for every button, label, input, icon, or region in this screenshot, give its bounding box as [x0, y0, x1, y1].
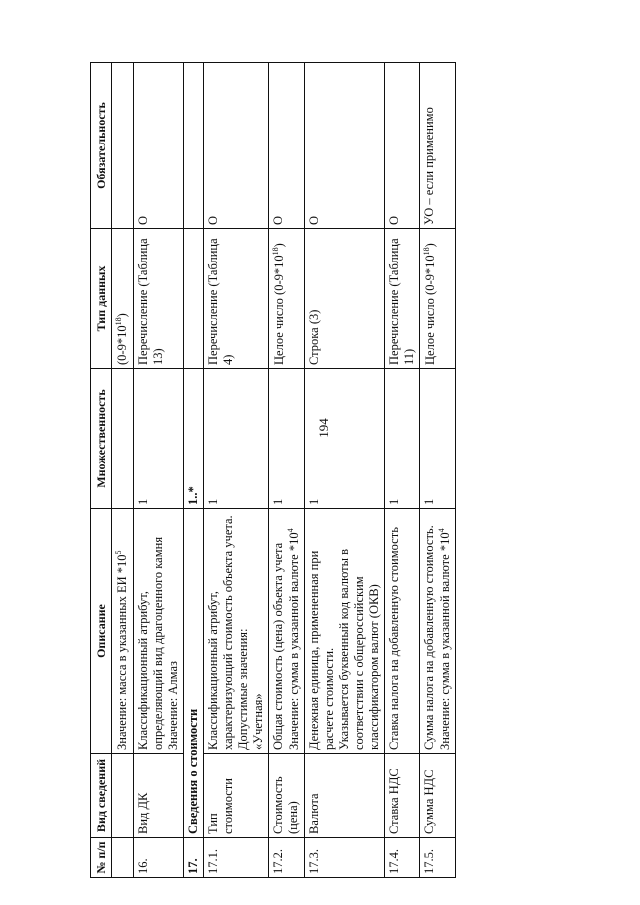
cell-mult: 1	[203, 369, 268, 509]
header-type: Тип данных	[91, 229, 112, 369]
header-req: Обязательность	[91, 63, 112, 229]
cell-req	[112, 63, 133, 229]
cell-desc: Денежная единица, примененная при расчете стоимости. Указывается буквенный код валюты в соответствии с общероссийским классификатором валют (ОКВ)	[304, 509, 384, 754]
cell-mult: 1..*	[183, 369, 203, 509]
cell-kind: Тип стоимости	[203, 754, 268, 838]
cell-mult	[112, 369, 133, 509]
cell-desc: Значение: масса в указанных ЕИ $*10^5$	[112, 509, 133, 754]
cell-type: $(0-9*10^{18})$	[112, 229, 133, 369]
page-number: 194	[316, 418, 331, 438]
header-num: № п/п	[91, 838, 112, 878]
table-row	[133, 63, 183, 878]
cell-mult: 1	[268, 369, 304, 509]
cell-num: 17.5.	[419, 838, 455, 878]
cell-req: О	[304, 63, 384, 229]
cell-num	[112, 838, 133, 878]
table-row	[112, 63, 133, 878]
cell-desc: Сумма налога на добавленную стоимость. Значение: сумма в указанной валюте $*10^4$	[419, 509, 455, 754]
cell-kind: Сумма НДС	[419, 754, 455, 838]
cell-req: УО – если применимо	[419, 63, 455, 229]
cell-type	[183, 229, 203, 369]
cell-req: О	[268, 63, 304, 229]
cell-kind: Вид ДК	[133, 754, 183, 838]
table-row	[419, 63, 455, 878]
cell-mult: 1	[419, 369, 455, 509]
table-row	[304, 63, 384, 878]
header-mult: Множественность	[91, 369, 112, 509]
cell-desc: Классификационный атрибут, определяющий вид драгоценного камня Значение: Алмаз	[133, 509, 183, 754]
cell-desc: Ставка налога на добавленную стоимость	[384, 509, 419, 754]
cell-num: 17.2.	[268, 838, 304, 878]
table-row	[268, 63, 304, 878]
cell-req: О	[133, 63, 183, 229]
cell-type: Целое число $(0-9*10^{18})$	[268, 229, 304, 369]
cell-mult: 1	[133, 369, 183, 509]
cell-mult: 1	[304, 369, 384, 509]
cell-num: 17.	[183, 838, 203, 878]
cell-req: О	[384, 63, 419, 229]
cell-kind: Ставка НДС	[384, 754, 419, 838]
cell-type: Перечисление (Таблица 4)	[203, 229, 268, 369]
cell-type: Строка (3)	[304, 229, 384, 369]
cell-kind: Стоимость (цена)	[268, 754, 304, 838]
table-rotated-container	[90, 63, 635, 878]
cell-kind: Валюта	[304, 754, 384, 838]
cell-mult: 1	[384, 369, 419, 509]
cell-num: 17.1.	[203, 838, 268, 878]
cell-type: Перечисление (Таблица 11)	[384, 229, 419, 369]
header-desc: Описание	[91, 509, 112, 754]
cell-num: 16.	[133, 838, 183, 878]
cell-req	[183, 63, 203, 229]
table-row	[203, 63, 268, 878]
data-table	[90, 62, 456, 878]
cell-type: Перечисление (Таблица 13)	[133, 229, 183, 369]
cell-num: 17.3.	[304, 838, 384, 878]
header-kind: Вид сведений	[91, 754, 112, 838]
cell-num: 17.4.	[384, 838, 419, 878]
table-row	[183, 63, 203, 878]
cell-kind: Сведения о стоимости	[183, 509, 203, 838]
cell-desc: Общая стоимость (цена) объекта учета Значение: сумма в указанной валюте $*10^4$	[268, 509, 304, 754]
cell-type: Целое число $(0-9*10^{18})$	[419, 229, 455, 369]
table-header-row	[91, 63, 112, 878]
cell-desc: Классификационный атрибут, характеризующий стоимость объекта учета. Допустимые значения: «Учетная»	[203, 509, 268, 754]
cell-kind	[112, 754, 133, 838]
table-row	[384, 63, 419, 878]
cell-req: О	[203, 63, 268, 229]
